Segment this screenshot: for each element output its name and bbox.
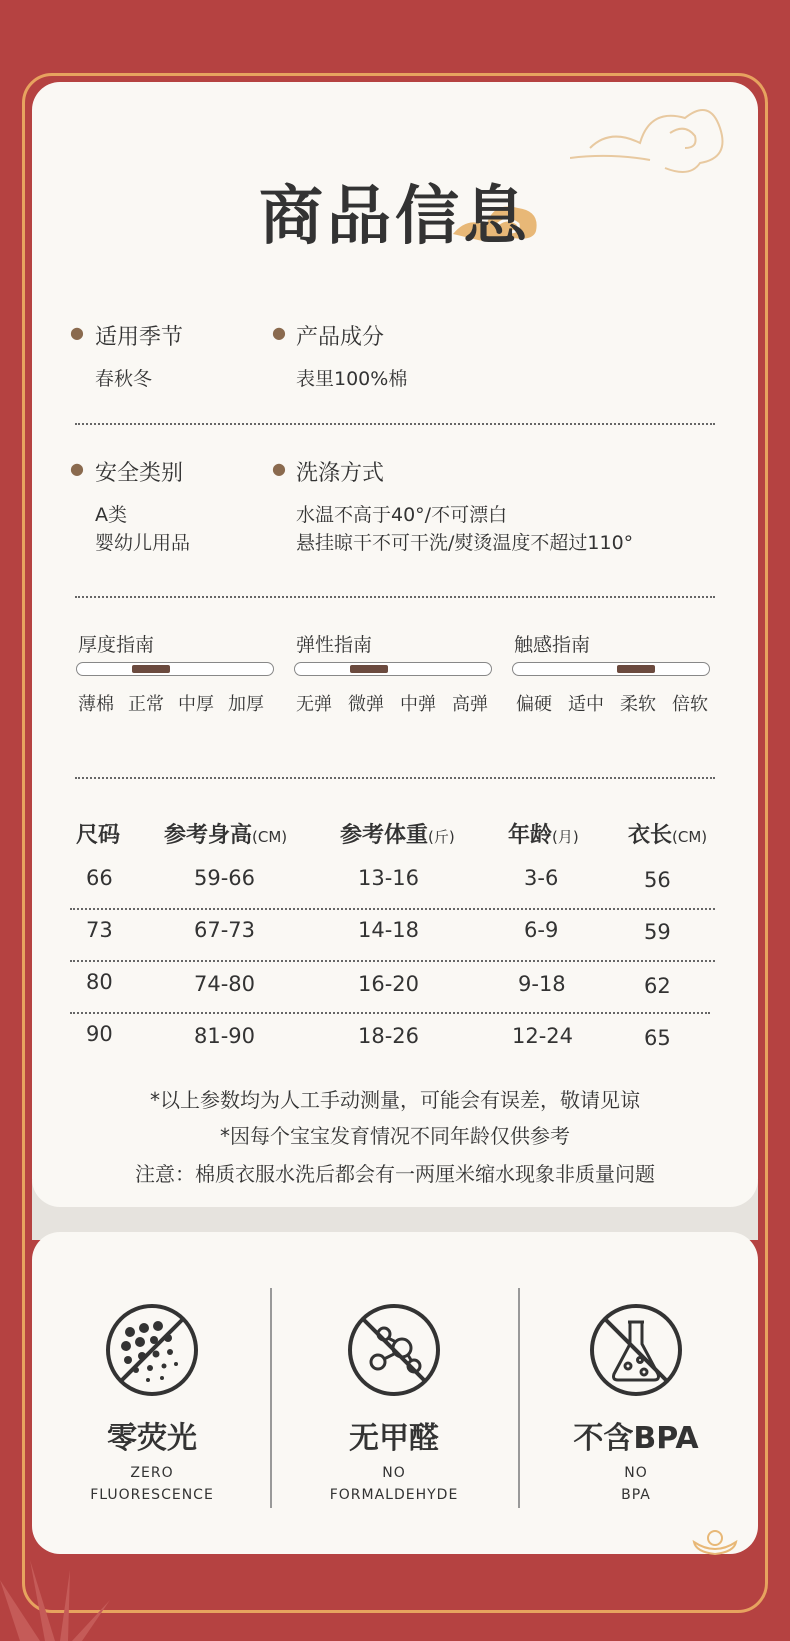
badge-sub-no-formaldehyde: NO FORMALDEHYDE xyxy=(329,1465,459,1503)
table-cell: 90 xyxy=(86,1022,113,1046)
info-label-safety: 安全类别 xyxy=(95,461,184,486)
touch-option: 偏硬 xyxy=(516,694,552,715)
info-label-washing: 洗涤方式 xyxy=(296,461,385,486)
thickness-option: 加厚 xyxy=(228,694,264,715)
elasticity-indicator xyxy=(350,665,388,673)
note-shrinkage: 注意：棉质衣服水洗后都会有一两厘米缩水现象非质量问题 xyxy=(135,1162,655,1186)
info-label-season: 适用季节 xyxy=(95,325,184,350)
info-value-safety-2: 婴幼儿用品 xyxy=(95,532,191,554)
elasticity-option: 微弹 xyxy=(348,694,384,715)
bullet-icon: ● xyxy=(70,323,84,342)
info-value-season: 春秋冬 xyxy=(95,368,153,390)
table-cell: 66 xyxy=(86,866,113,890)
guide-title-elasticity: 弹性指南 xyxy=(296,634,373,656)
thickness-indicator xyxy=(132,665,170,673)
bullet-icon: ● xyxy=(272,459,286,478)
table-cell: 16-20 xyxy=(358,972,420,996)
info-value-material: 表里100%棉 xyxy=(296,368,408,390)
no-formaldehyde-icon xyxy=(346,1302,442,1398)
table-cell: 65 xyxy=(644,1026,671,1050)
page-title: 商品信息 xyxy=(259,180,531,254)
badge-divider xyxy=(518,1288,520,1508)
table-cell: 81-90 xyxy=(194,1024,256,1048)
table-cell: 73 xyxy=(86,918,113,942)
table-cell: 74-80 xyxy=(194,972,256,996)
elasticity-option: 中弹 xyxy=(400,694,436,715)
badge-sub-no-bpa: NO BPA xyxy=(621,1465,651,1503)
bullet-icon: ● xyxy=(70,459,84,478)
dotted-divider xyxy=(70,1012,710,1014)
dotted-divider xyxy=(70,908,715,910)
thickness-option: 中厚 xyxy=(178,694,214,715)
table-cell: 13-16 xyxy=(358,866,420,890)
touch-scale xyxy=(512,662,710,676)
thickness-option: 正常 xyxy=(128,694,164,715)
touch-option: 适中 xyxy=(568,694,604,715)
table-header-size: 尺码 xyxy=(76,823,121,848)
table-cell: 67-73 xyxy=(194,918,256,942)
touch-option: 柔软 xyxy=(620,694,656,715)
dotted-divider xyxy=(75,596,715,598)
zero-fluorescence-icon xyxy=(104,1302,200,1398)
table-cell: 59 xyxy=(644,920,671,944)
table-cell: 59-66 xyxy=(194,866,256,890)
badge-title-zero-fluorescence: 零荧光 xyxy=(107,1421,197,1456)
table-cell: 6-9 xyxy=(524,918,559,942)
badge-title-no-formaldehyde: 无甲醛 xyxy=(349,1421,439,1456)
badge-divider xyxy=(270,1288,272,1508)
table-cell: 9-18 xyxy=(518,972,566,996)
elasticity-option: 无弹 xyxy=(296,694,332,715)
dotted-divider xyxy=(70,960,715,962)
table-header-age: 年龄(月) xyxy=(508,823,579,848)
badge-title-no-bpa: 不含BPA xyxy=(573,1421,699,1456)
info-label-material: 产品成分 xyxy=(296,325,385,350)
no-bpa-icon xyxy=(588,1302,684,1398)
dotted-divider xyxy=(75,777,715,779)
note-age: *因每个宝宝发育情况不同年龄仅供参考 xyxy=(220,1124,570,1148)
thickness-option: 薄棉 xyxy=(78,694,114,715)
dotted-divider xyxy=(75,423,715,425)
table-header-length: 衣长(CM) xyxy=(628,823,708,848)
guide-title-touch: 触感指南 xyxy=(514,634,591,656)
table-cell: 18-26 xyxy=(358,1024,420,1048)
elasticity-option: 高弹 xyxy=(452,694,488,715)
table-cell: 12-24 xyxy=(512,1024,574,1048)
thickness-scale xyxy=(76,662,274,676)
table-cell: 80 xyxy=(86,970,113,994)
bullet-icon: ● xyxy=(272,323,286,342)
table-cell: 56 xyxy=(644,868,671,892)
touch-option: 倍软 xyxy=(672,694,708,715)
table-cell: 62 xyxy=(644,974,671,998)
table-header-weight: 参考体重(斤) xyxy=(340,823,455,848)
info-value-safety-1: A类 xyxy=(95,504,127,526)
guide-title-thickness: 厚度指南 xyxy=(78,634,155,656)
table-cell: 14-18 xyxy=(358,918,420,942)
ingot-decoration-icon xyxy=(690,1522,740,1558)
table-header-height: 参考身高(CM) xyxy=(164,823,288,848)
info-value-washing-1: 水温不高于40°/不可漂白 xyxy=(296,504,508,526)
elasticity-scale xyxy=(294,662,492,676)
table-cell: 3-6 xyxy=(524,866,559,890)
badge-sub-zero-fluorescence: ZERO FLUORESCENCE xyxy=(90,1465,214,1503)
touch-indicator xyxy=(617,665,655,673)
info-value-washing-2: 悬挂晾干不可干洗/熨烫温度不超过110° xyxy=(296,532,634,554)
note-measurement: *以上参数均为人工手动测量，可能会有误差，敬请见谅 xyxy=(150,1088,640,1112)
rays-decoration-icon xyxy=(0,1560,120,1641)
